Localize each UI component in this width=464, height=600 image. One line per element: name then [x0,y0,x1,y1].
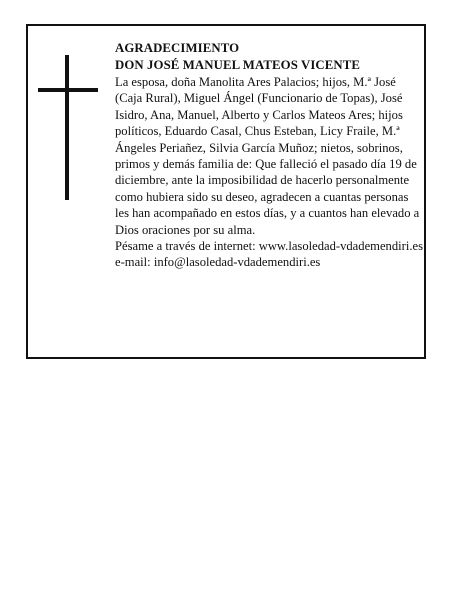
deceased-name: DON JOSÉ MANUEL MATEOS VICENTE [115,58,360,72]
notice-body: La esposa, doña Manolita Ares Palacios; hijos, M.ª José (Caja Rural), Miguel Ángel (Funcionario de Topas), José Isidro, Ana, Manuel, Alberto y Carlos Mateos Ares; hijos políticos, Eduardo Casal, Chus Esteban, Licy Fraile, M.ª Ángeles Periañez, Silvia García Muñoz; nietos, sobrinos, primos y demás familia de: Que falleció el pasado día 19 de diciembre, ante la imposibilidad de hacerlo personalmente como hubiera sido su deseo, agradecen a cuantas personas les han acompañado en estos días, y a cuantos han elevado a Dios oraciones por su alma. [115,75,420,237]
notice-text [115,40,423,271]
notice-title: AGRADECIMIENTO [115,41,240,55]
cross-horizontal-bar [38,88,98,92]
contact-info: Pésame a través de internet: www.lasoledad-vdademendiri.es e-mail: info@lasoledad-vdademendiri.es [115,239,423,270]
cross-vertical-bar [65,55,69,200]
cross-icon [38,55,98,200]
obituary-notice [26,24,426,359]
